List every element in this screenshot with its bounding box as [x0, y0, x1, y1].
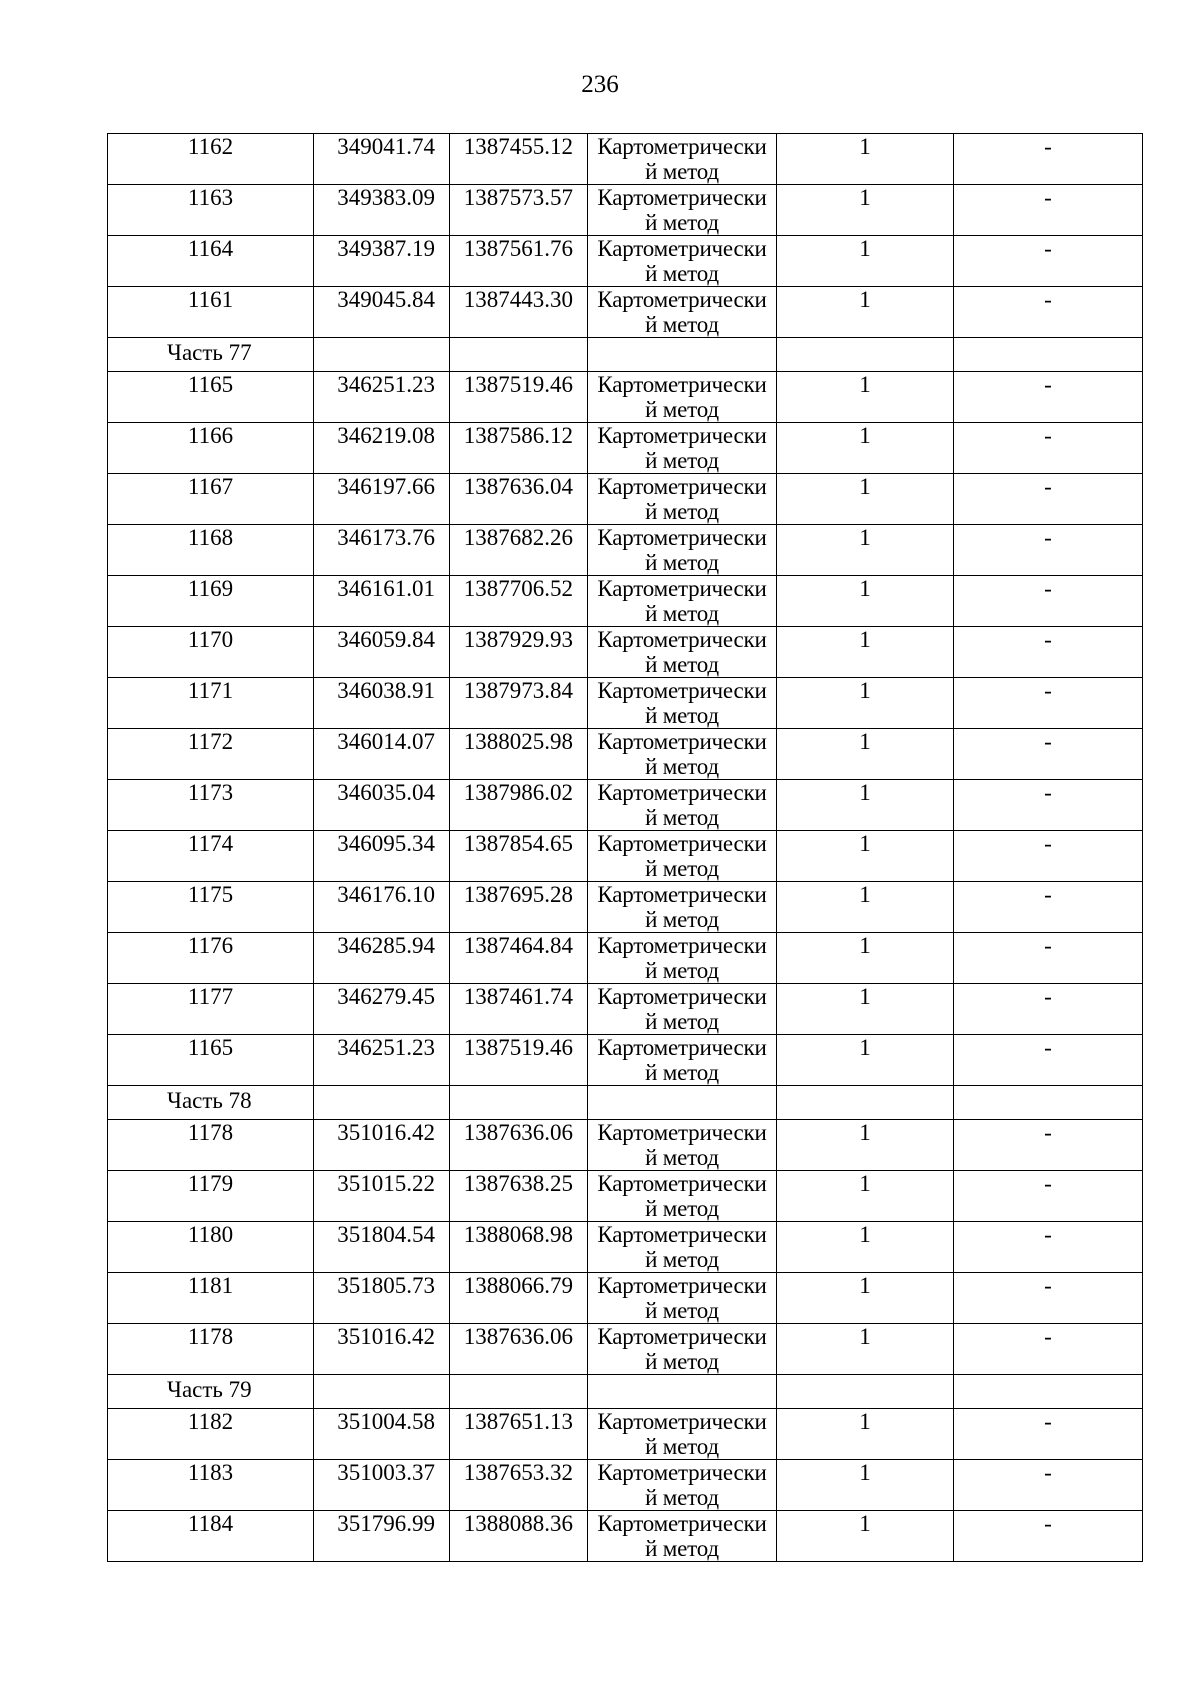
- accuracy-cell: 1: [777, 729, 954, 780]
- empty-cell: [777, 338, 954, 372]
- description-cell: -: [954, 933, 1143, 984]
- point-number-cell: 1182: [108, 1409, 314, 1460]
- accuracy-cell: 1: [777, 627, 954, 678]
- method-text-line-1: Картометрически: [597, 576, 767, 601]
- method-text-line-1: Картометрически: [597, 1171, 767, 1196]
- description-cell: -: [954, 576, 1143, 627]
- empty-cell: [450, 1375, 588, 1409]
- x-coordinate-cell: 346251.23: [314, 372, 450, 423]
- accuracy-cell: 1: [777, 525, 954, 576]
- description-cell: -: [954, 1171, 1143, 1222]
- accuracy-cell: 1: [777, 287, 954, 338]
- method-text-line-2: й метод: [645, 210, 719, 235]
- method-text-line-1: Картометрически: [597, 287, 767, 312]
- y-coordinate-cell: 1387573.57: [450, 185, 588, 236]
- y-coordinate-cell: 1387519.46: [450, 1035, 588, 1086]
- coordinates-table: [107, 133, 1143, 1562]
- x-coordinate-cell: 349041.74: [314, 134, 450, 185]
- y-coordinate-cell: 1387695.28: [450, 882, 588, 933]
- point-number-cell: 1164: [108, 236, 314, 287]
- accuracy-cell: 1: [777, 1035, 954, 1086]
- y-coordinate-cell: 1387682.26: [450, 525, 588, 576]
- method-text-line-2: й метод: [645, 856, 719, 881]
- accuracy-cell: 1: [777, 984, 954, 1035]
- accuracy-cell: 1: [777, 1460, 954, 1511]
- y-coordinate-cell: 1387636.04: [450, 474, 588, 525]
- y-coordinate-cell: 1388025.98: [450, 729, 588, 780]
- method-text-line-1: Картометрически: [597, 1511, 767, 1536]
- y-coordinate-cell: 1387638.25: [450, 1171, 588, 1222]
- method-text-line-1: Картометрически: [597, 1409, 767, 1434]
- part-header-row: [108, 338, 1143, 372]
- description-cell: -: [954, 1222, 1143, 1273]
- table-row: [108, 933, 1143, 984]
- method-cell: [588, 474, 777, 525]
- method-text-line-1: Картометрически: [597, 236, 767, 261]
- method-text-line-2: й метод: [645, 397, 719, 422]
- page-number: 236: [581, 71, 619, 98]
- x-coordinate-cell: 346173.76: [314, 525, 450, 576]
- method-cell: [588, 1460, 777, 1511]
- method-text-line-2: й метод: [645, 1485, 719, 1510]
- table-row: [108, 1460, 1143, 1511]
- description-cell: -: [954, 678, 1143, 729]
- method-text-line-1: Картометрически: [597, 372, 767, 397]
- method-cell: [588, 287, 777, 338]
- point-number-cell: 1177: [108, 984, 314, 1035]
- method-text-line-1: Картометрически: [597, 1460, 767, 1485]
- point-number-cell: 1165: [108, 372, 314, 423]
- accuracy-cell: 1: [777, 882, 954, 933]
- method-cell: [588, 423, 777, 474]
- accuracy-cell: 1: [777, 1409, 954, 1460]
- method-text-line-1: Картометрически: [597, 627, 767, 652]
- method-cell: [588, 1222, 777, 1273]
- method-text-line-1: Картометрически: [597, 525, 767, 550]
- method-text-line-2: й метод: [645, 159, 719, 184]
- y-coordinate-cell: 1387636.06: [450, 1324, 588, 1375]
- method-text-line-2: й метод: [645, 907, 719, 932]
- y-coordinate-cell: 1387561.76: [450, 236, 588, 287]
- table-row: [108, 1222, 1143, 1273]
- table-row: [108, 1035, 1143, 1086]
- x-coordinate-cell: 351016.42: [314, 1324, 450, 1375]
- method-cell: [588, 678, 777, 729]
- description-cell: -: [954, 1460, 1143, 1511]
- table-row: [108, 474, 1143, 525]
- accuracy-cell: 1: [777, 1222, 954, 1273]
- x-coordinate-cell: 349387.19: [314, 236, 450, 287]
- table-row: [108, 1171, 1143, 1222]
- description-cell: -: [954, 185, 1143, 236]
- method-text-line-1: Картометрически: [597, 984, 767, 1009]
- point-number-cell: 1180: [108, 1222, 314, 1273]
- empty-cell: [450, 1086, 588, 1120]
- part-label: Часть 78: [108, 1086, 314, 1120]
- method-cell: [588, 134, 777, 185]
- method-cell: [588, 933, 777, 984]
- part-header-row: [108, 1086, 1143, 1120]
- method-cell: [588, 1324, 777, 1375]
- empty-cell: [314, 1086, 450, 1120]
- accuracy-cell: 1: [777, 831, 954, 882]
- method-text-line-2: й метод: [645, 754, 719, 779]
- x-coordinate-cell: 346035.04: [314, 780, 450, 831]
- accuracy-cell: 1: [777, 1324, 954, 1375]
- x-coordinate-cell: 346279.45: [314, 984, 450, 1035]
- accuracy-cell: 1: [777, 372, 954, 423]
- description-cell: -: [954, 882, 1143, 933]
- empty-cell: [954, 338, 1143, 372]
- description-cell: -: [954, 236, 1143, 287]
- point-number-cell: 1181: [108, 1273, 314, 1324]
- x-coordinate-cell: 346038.91: [314, 678, 450, 729]
- table-row: [108, 1409, 1143, 1460]
- x-coordinate-cell: 346059.84: [314, 627, 450, 678]
- x-coordinate-cell: 346176.10: [314, 882, 450, 933]
- y-coordinate-cell: 1387973.84: [450, 678, 588, 729]
- method-text-line-2: й метод: [645, 261, 719, 286]
- point-number-cell: 1178: [108, 1324, 314, 1375]
- point-number-cell: 1161: [108, 287, 314, 338]
- description-cell: -: [954, 372, 1143, 423]
- method-cell: [588, 729, 777, 780]
- table-row: [108, 134, 1143, 185]
- description-cell: -: [954, 627, 1143, 678]
- description-cell: -: [954, 831, 1143, 882]
- empty-cell: [314, 1375, 450, 1409]
- table-row: [108, 729, 1143, 780]
- method-cell: [588, 984, 777, 1035]
- y-coordinate-cell: 1387986.02: [450, 780, 588, 831]
- part-header-row: [108, 1375, 1143, 1409]
- y-coordinate-cell: 1387461.74: [450, 984, 588, 1035]
- accuracy-cell: 1: [777, 1273, 954, 1324]
- method-text-line-1: Картометрически: [597, 1324, 767, 1349]
- x-coordinate-cell: 346251.23: [314, 1035, 450, 1086]
- x-coordinate-cell: 351016.42: [314, 1120, 450, 1171]
- method-text-line-2: й метод: [645, 601, 719, 626]
- method-text-line-1: Картометрически: [597, 729, 767, 754]
- point-number-cell: 1173: [108, 780, 314, 831]
- table-row: [108, 287, 1143, 338]
- method-text-line-2: й метод: [645, 958, 719, 983]
- accuracy-cell: 1: [777, 1120, 954, 1171]
- point-number-cell: 1183: [108, 1460, 314, 1511]
- method-text-line-2: й метод: [645, 1298, 719, 1323]
- y-coordinate-cell: 1388066.79: [450, 1273, 588, 1324]
- table-row: [108, 423, 1143, 474]
- accuracy-cell: 1: [777, 678, 954, 729]
- method-text-line-1: Картометрически: [597, 185, 767, 210]
- description-cell: -: [954, 134, 1143, 185]
- method-cell: [588, 525, 777, 576]
- method-cell: [588, 831, 777, 882]
- x-coordinate-cell: 346285.94: [314, 933, 450, 984]
- x-coordinate-cell: 346219.08: [314, 423, 450, 474]
- method-cell: [588, 780, 777, 831]
- accuracy-cell: 1: [777, 423, 954, 474]
- accuracy-cell: 1: [777, 1171, 954, 1222]
- point-number-cell: 1178: [108, 1120, 314, 1171]
- description-cell: -: [954, 984, 1143, 1035]
- description-cell: -: [954, 423, 1143, 474]
- point-number-cell: 1175: [108, 882, 314, 933]
- empty-cell: [588, 1375, 777, 1409]
- description-cell: -: [954, 1324, 1143, 1375]
- method-cell: [588, 372, 777, 423]
- x-coordinate-cell: 346197.66: [314, 474, 450, 525]
- description-cell: -: [954, 1409, 1143, 1460]
- y-coordinate-cell: 1387464.84: [450, 933, 588, 984]
- empty-cell: [777, 1375, 954, 1409]
- description-cell: -: [954, 287, 1143, 338]
- method-cell: [588, 1171, 777, 1222]
- y-coordinate-cell: 1388088.36: [450, 1511, 588, 1562]
- x-coordinate-cell: 346095.34: [314, 831, 450, 882]
- method-text-line-2: й метод: [645, 1536, 719, 1561]
- method-text-line-2: й метод: [645, 805, 719, 830]
- x-coordinate-cell: 346014.07: [314, 729, 450, 780]
- accuracy-cell: 1: [777, 474, 954, 525]
- description-cell: -: [954, 729, 1143, 780]
- accuracy-cell: 1: [777, 780, 954, 831]
- y-coordinate-cell: 1388068.98: [450, 1222, 588, 1273]
- point-number-cell: 1163: [108, 185, 314, 236]
- empty-cell: [314, 338, 450, 372]
- accuracy-cell: 1: [777, 134, 954, 185]
- table-row: [108, 882, 1143, 933]
- x-coordinate-cell: 351004.58: [314, 1409, 450, 1460]
- method-cell: [588, 1273, 777, 1324]
- point-number-cell: 1176: [108, 933, 314, 984]
- table-row: [108, 678, 1143, 729]
- x-coordinate-cell: 349045.84: [314, 287, 450, 338]
- x-coordinate-cell: 351804.54: [314, 1222, 450, 1273]
- x-coordinate-cell: 351015.22: [314, 1171, 450, 1222]
- point-number-cell: 1162: [108, 134, 314, 185]
- method-text-line-2: й метод: [645, 550, 719, 575]
- y-coordinate-cell: 1387636.06: [450, 1120, 588, 1171]
- method-text-line-1: Картометрически: [597, 134, 767, 159]
- description-cell: -: [954, 1273, 1143, 1324]
- method-text-line-1: Картометрически: [597, 474, 767, 499]
- accuracy-cell: 1: [777, 576, 954, 627]
- y-coordinate-cell: 1387586.12: [450, 423, 588, 474]
- method-text-line-1: Картометрически: [597, 1120, 767, 1145]
- method-cell: [588, 1120, 777, 1171]
- x-coordinate-cell: 351805.73: [314, 1273, 450, 1324]
- method-text-line-2: й метод: [645, 499, 719, 524]
- method-cell: [588, 576, 777, 627]
- x-coordinate-cell: 351796.99: [314, 1511, 450, 1562]
- table-row: [108, 627, 1143, 678]
- y-coordinate-cell: 1387455.12: [450, 134, 588, 185]
- point-number-cell: 1179: [108, 1171, 314, 1222]
- method-text-line-2: й метод: [645, 1196, 719, 1221]
- point-number-cell: 1165: [108, 1035, 314, 1086]
- method-text-line-1: Картометрически: [597, 423, 767, 448]
- point-number-cell: 1184: [108, 1511, 314, 1562]
- empty-cell: [588, 338, 777, 372]
- method-text-line-1: Картометрически: [597, 780, 767, 805]
- method-cell: [588, 1409, 777, 1460]
- point-number-cell: 1168: [108, 525, 314, 576]
- description-cell: -: [954, 1035, 1143, 1086]
- method-text-line-1: Картометрически: [597, 882, 767, 907]
- method-text-line-2: й метод: [645, 1009, 719, 1034]
- method-text-line-1: Картометрически: [597, 1273, 767, 1298]
- method-cell: [588, 1035, 777, 1086]
- method-cell: [588, 882, 777, 933]
- method-text-line-2: й метод: [645, 652, 719, 677]
- table-row: [108, 984, 1143, 1035]
- method-text-line-1: Картометрически: [597, 1035, 767, 1060]
- table-row: [108, 576, 1143, 627]
- accuracy-cell: 1: [777, 933, 954, 984]
- table-row: [108, 372, 1143, 423]
- table-row: [108, 1120, 1143, 1171]
- method-text-line-2: й метод: [645, 1247, 719, 1272]
- table-body: [108, 134, 1143, 1562]
- method-cell: [588, 1511, 777, 1562]
- method-text-line-1: Картометрически: [597, 1222, 767, 1247]
- method-text-line-2: й метод: [645, 448, 719, 473]
- table-row: [108, 525, 1143, 576]
- method-text-line-2: й метод: [645, 1060, 719, 1085]
- empty-cell: [588, 1086, 777, 1120]
- point-number-cell: 1166: [108, 423, 314, 474]
- point-number-cell: 1169: [108, 576, 314, 627]
- y-coordinate-cell: 1387519.46: [450, 372, 588, 423]
- method-text-line-2: й метод: [645, 1434, 719, 1459]
- table-row: [108, 1273, 1143, 1324]
- method-text-line-1: Картометрически: [597, 831, 767, 856]
- description-cell: -: [954, 1511, 1143, 1562]
- y-coordinate-cell: 1387443.30: [450, 287, 588, 338]
- empty-cell: [954, 1086, 1143, 1120]
- point-number-cell: 1170: [108, 627, 314, 678]
- x-coordinate-cell: 349383.09: [314, 185, 450, 236]
- method-text-line-2: й метод: [645, 703, 719, 728]
- accuracy-cell: 1: [777, 185, 954, 236]
- description-cell: -: [954, 525, 1143, 576]
- y-coordinate-cell: 1387854.65: [450, 831, 588, 882]
- point-number-cell: 1167: [108, 474, 314, 525]
- table-row: [108, 1511, 1143, 1562]
- part-label: Часть 79: [108, 1375, 314, 1409]
- method-cell: [588, 627, 777, 678]
- table-row: [108, 1324, 1143, 1375]
- empty-cell: [954, 1375, 1143, 1409]
- point-number-cell: 1174: [108, 831, 314, 882]
- description-cell: -: [954, 474, 1143, 525]
- empty-cell: [450, 338, 588, 372]
- x-coordinate-cell: 351003.37: [314, 1460, 450, 1511]
- y-coordinate-cell: 1387651.13: [450, 1409, 588, 1460]
- point-number-cell: 1172: [108, 729, 314, 780]
- y-coordinate-cell: 1387653.32: [450, 1460, 588, 1511]
- method-text-line-1: Картометрически: [597, 678, 767, 703]
- description-cell: -: [954, 1120, 1143, 1171]
- method-text-line-1: Картометрически: [597, 933, 767, 958]
- method-text-line-2: й метод: [645, 312, 719, 337]
- y-coordinate-cell: 1387706.52: [450, 576, 588, 627]
- method-text-line-2: й метод: [645, 1349, 719, 1374]
- point-number-cell: 1171: [108, 678, 314, 729]
- accuracy-cell: 1: [777, 236, 954, 287]
- table-row: [108, 780, 1143, 831]
- table-row: [108, 185, 1143, 236]
- accuracy-cell: 1: [777, 1511, 954, 1562]
- method-text-line-2: й метод: [645, 1145, 719, 1170]
- table-row: [108, 831, 1143, 882]
- part-label: Часть 77: [108, 338, 314, 372]
- method-cell: [588, 236, 777, 287]
- description-cell: -: [954, 780, 1143, 831]
- y-coordinate-cell: 1387929.93: [450, 627, 588, 678]
- table-row: [108, 236, 1143, 287]
- empty-cell: [777, 1086, 954, 1120]
- x-coordinate-cell: 346161.01: [314, 576, 450, 627]
- method-cell: [588, 185, 777, 236]
